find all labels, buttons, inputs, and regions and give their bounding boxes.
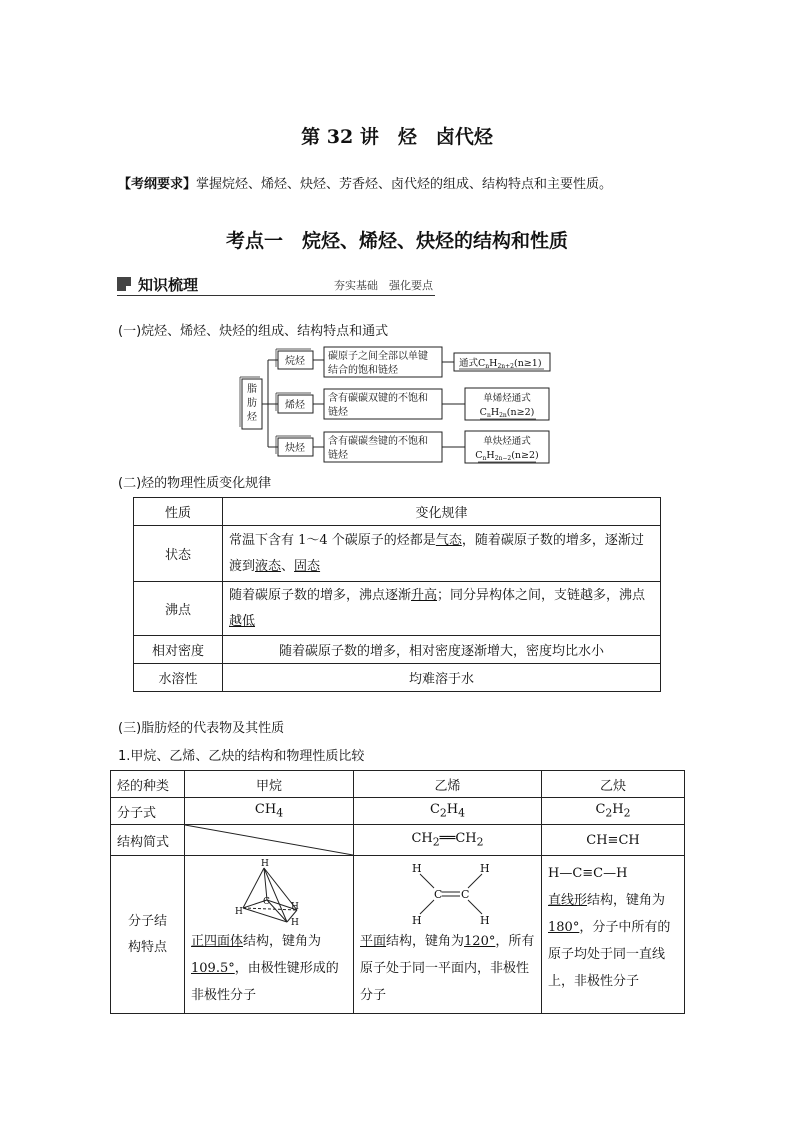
svg-text:H: H: [412, 862, 422, 875]
requirement-tag: 【考纲要求】: [118, 177, 197, 192]
alkane-formula: 通式$C_nH_{2n+2}(n\ge 1)$: [459, 358, 542, 370]
density-key: 相对密度: [134, 636, 223, 664]
part1-heading: (一)烷烃、烯烃、炔烃的组成、结构特点和通式: [118, 324, 389, 339]
acetylene-structure: H—C≡C—H: [548, 866, 628, 881]
methane-feature: [185, 856, 354, 1014]
requirement-text: 掌握烷烃、烯烃、炔烃、芳香烃、卤代烃的组成、结构特点和主要性质。: [196, 177, 613, 192]
header-ethylene: 乙烯: [354, 771, 542, 798]
methane-struct-empty: [185, 825, 354, 856]
methane-text: 正四面体结构，键角为109.5°，由极性键形成的非极性分子: [191, 934, 339, 1003]
part3-subheading: 1.甲烷、乙烯、乙炔的结构和物理性质比较: [118, 749, 365, 764]
solubility-value: 均难溶于水: [223, 664, 661, 692]
ethylene-struct: $CH_2══CH_2$: [354, 825, 542, 856]
svg-text:H: H: [261, 859, 269, 869]
svg-text:H: H: [291, 902, 299, 912]
density-value: 随着碳原子数的增多，相对密度逐渐增大，密度均比水小: [223, 636, 661, 664]
bar-heading: 知识梳理: [138, 276, 199, 294]
alkane-desc-1: 碳原子之间全部以单键: [328, 351, 428, 362]
alkyne-formula-label: 单炔烃通式: [483, 436, 531, 447]
exam-requirement: [118, 173, 612, 192]
bar-subtitle: 夯实基础 强化要点: [334, 279, 433, 292]
svg-text:H: H: [291, 918, 299, 928]
root-char-3: 烃: [247, 412, 257, 423]
svg-text:C: C: [434, 888, 443, 901]
part3-heading: (三)脂肪烃的代表物及其性质: [118, 721, 285, 736]
svg-text:H: H: [480, 862, 490, 875]
boiling-key: 沸点: [134, 582, 223, 636]
page-title: 第 32 讲 烃 卤代烃: [301, 126, 493, 148]
ethylene-structure: [360, 856, 523, 928]
state-key: 状态: [134, 526, 223, 582]
ethylene-text: 平面结构，键角为120°，所有原子处于同一平面内，非极性分子: [360, 934, 535, 1003]
classification-diagram: [238, 346, 558, 464]
alkene-desc-2: 链烃: [328, 407, 348, 418]
state-value: 常温下含有 1～4 个碳原子的烃都是气态，随着碳原子数的增多，逐渐过渡到液态、固态: [223, 526, 661, 582]
acetylene-struct: CH≡CH: [542, 825, 685, 856]
alkene-formula: $C_nH_{2n}(n\ge 2)$: [479, 407, 535, 419]
root-char-1: 脂: [247, 384, 257, 395]
header-acetylene: 乙炔: [542, 771, 685, 798]
part2-heading: (二)烃的物理性质变化规律: [118, 476, 272, 491]
alkyne-desc-2: 链烃: [328, 450, 348, 461]
svg-text:H: H: [480, 914, 490, 927]
alkane-label: 烷烃: [285, 356, 305, 367]
methane-tetrahedron: [191, 856, 335, 928]
methane-formula: $CH_4$: [185, 798, 354, 825]
properties-table: [133, 497, 661, 692]
boiling-value: 随着碳原子数的增多，沸点逐渐升高；同分异构体之间，支链越多，沸点越低: [223, 582, 661, 636]
alkyne-desc-1: 含有碳碳叁键的不饱和: [328, 436, 428, 447]
alkene-desc-1: 含有碳碳双键的不饱和: [328, 393, 428, 404]
square-icon: [117, 277, 131, 291]
struct-key: 结构简式: [111, 825, 185, 856]
ethylene-feature: [354, 856, 542, 1014]
svg-text:C: C: [263, 897, 270, 907]
root-char-2: 肪: [247, 398, 257, 409]
acetylene-feature: [542, 856, 685, 1014]
diagonal-line: [185, 825, 353, 855]
alkyne-formula: $C_nH_{2n-2}(n\ge 2)$: [475, 450, 539, 462]
alkane-desc-2: 结合的饱和链烃: [328, 365, 398, 376]
knowledge-bar: [117, 273, 435, 296]
svg-text:C: C: [461, 888, 470, 901]
acetylene-text: 直线形结构，键角为180°，分子中所有的原子均处于同一直线上，非极性分子: [548, 893, 671, 989]
alkene-label: 烯烃: [285, 400, 305, 411]
solubility-key: 水溶性: [134, 664, 223, 692]
svg-text:H: H: [412, 914, 422, 927]
header-property: 性质: [134, 498, 223, 526]
ethylene-formula: $C_2H_4$: [354, 798, 542, 825]
header-rule: 变化规律: [223, 498, 661, 526]
svg-text:H: H: [235, 907, 243, 917]
header-kind: 烃的种类: [111, 771, 185, 798]
acetylene-formula: $C_2H_2$: [542, 798, 685, 825]
formula-key: 分子式: [111, 798, 185, 825]
feature-key: 分子结构特点: [111, 856, 185, 1014]
alkyne-label: 炔烃: [285, 443, 305, 454]
comparison-table: [110, 770, 685, 1014]
header-methane: 甲烷: [185, 771, 354, 798]
alkene-formula-label: 单烯烃通式: [483, 393, 531, 404]
section-title: 考点一 烷烃、烯烃、炔烃的结构和性质: [225, 230, 568, 252]
